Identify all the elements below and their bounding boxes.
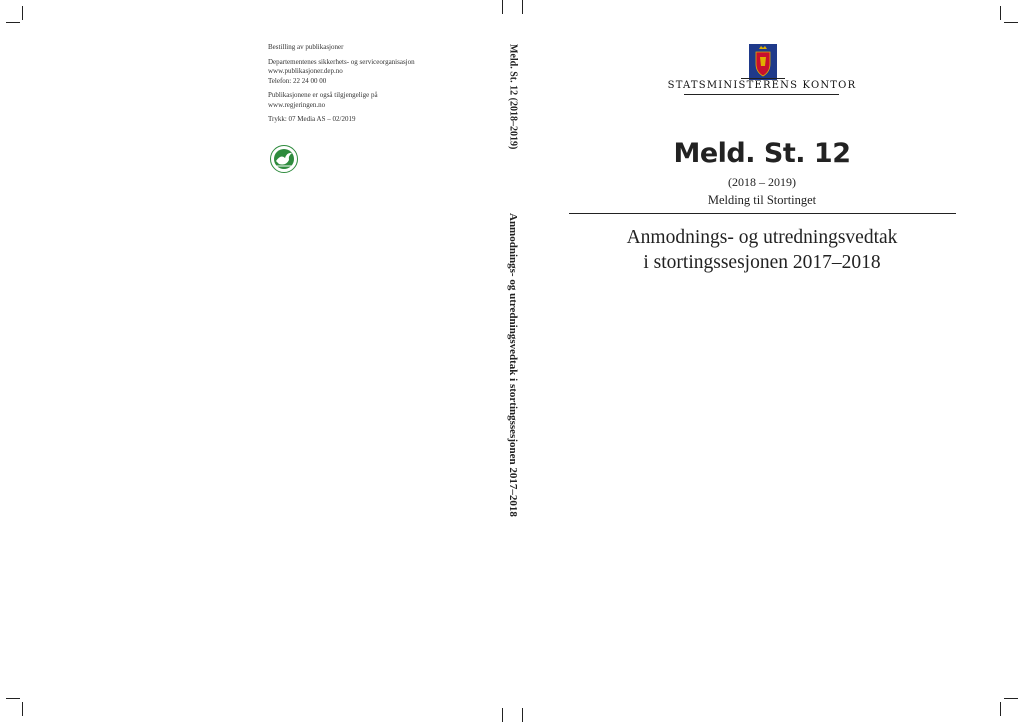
print-info: Trykk: 07 Media AS – 02/2019 bbox=[268, 115, 356, 123]
agency-web: www.publikasjoner.dep.no bbox=[268, 67, 343, 75]
agency-name: Departementenes sikkerhets- og serviceorganisasjon bbox=[268, 57, 415, 66]
organization-rule-bottom bbox=[684, 94, 839, 95]
available-note: Publikasjonene er også tilgjengelige på bbox=[268, 91, 378, 99]
organization-rule-top bbox=[741, 78, 785, 79]
spine-title-text: Anmodnings- og utredningsvedtak i stortingssesjonen 2017–2018 bbox=[507, 213, 519, 517]
title-divider bbox=[569, 213, 956, 214]
organization-name: STATSMINISTERENS KONTOR bbox=[667, 80, 857, 91]
spine-report-ref-text: Meld. St. 12 (2018–2019) bbox=[507, 44, 519, 150]
back-cover-info bbox=[268, 43, 498, 130]
order-heading: Bestilling av publikasjoner bbox=[268, 43, 344, 51]
spine-title bbox=[498, 213, 528, 523]
norwegian-coat-of-arms-icon bbox=[749, 44, 777, 80]
document-title-line-1: Anmodnings- og utredningsvedtak bbox=[626, 227, 898, 248]
document-title-line-2: i stortingssesjonen 2017–2018 bbox=[643, 252, 881, 273]
gov-web: www.regjeringen.no bbox=[268, 100, 326, 109]
spine-report-ref bbox=[498, 44, 528, 164]
session-years: (2018 – 2019) bbox=[728, 175, 796, 189]
report-number: Meld. St. 12 bbox=[673, 138, 851, 169]
agency-phone: Telefon: 22 24 00 00 bbox=[268, 76, 327, 85]
nordic-swan-ecolabel-icon bbox=[269, 144, 299, 174]
document-type: Melding til Stortinget bbox=[707, 193, 817, 207]
